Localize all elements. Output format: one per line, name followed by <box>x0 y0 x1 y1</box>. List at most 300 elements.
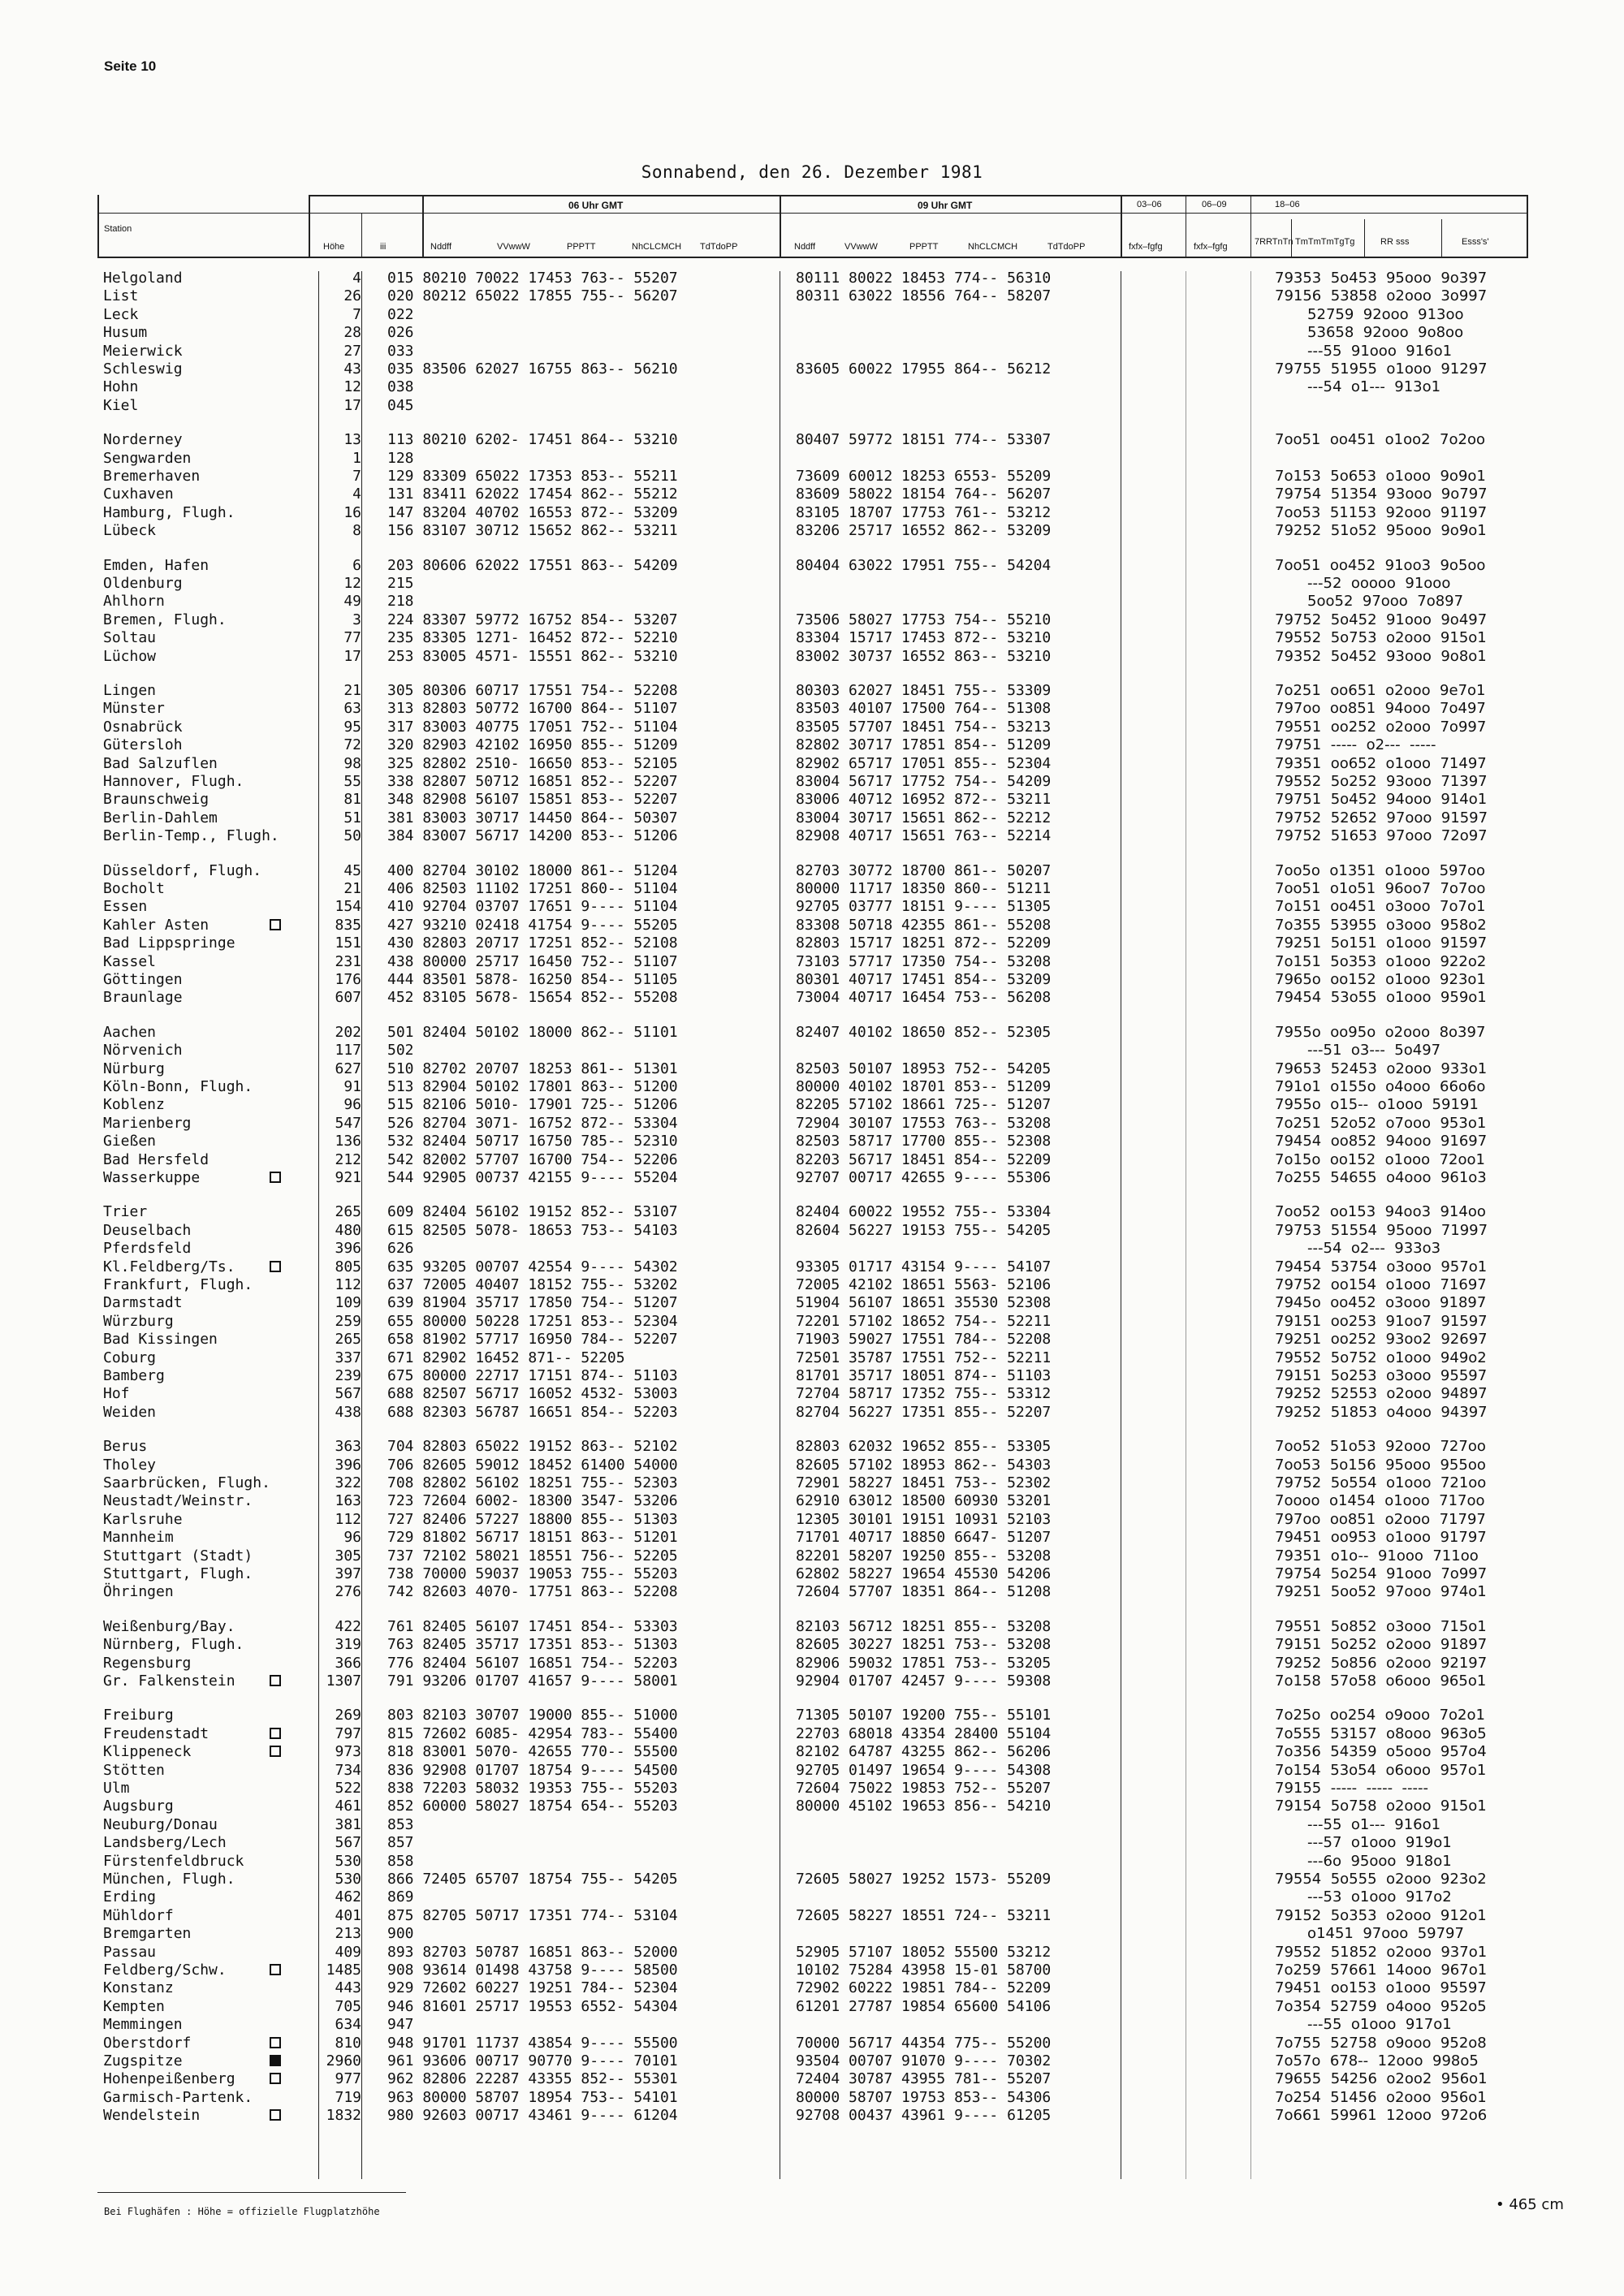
obs-06utc: 156 83107 30712 15652 862-- 53211 <box>387 522 678 540</box>
obs-18-06-summary: 79754 51354 93ooo 9o797 <box>1275 486 1488 503</box>
header-col2-b: VVwwW <box>844 242 878 252</box>
obs-06utc: 639 81904 35717 17850 754-- 51207 <box>387 1294 678 1312</box>
header-col1-d: NhCLCMCH <box>632 242 682 252</box>
header-period-1-sub: fxfx–fgfg <box>1129 242 1163 252</box>
station-height: 96 <box>343 1096 361 1114</box>
obs-06utc: 022 <box>387 305 414 323</box>
station-height: 112 <box>335 1510 361 1528</box>
table-row <box>0 989 1624 1007</box>
station-name: Göttingen <box>103 971 183 988</box>
obs-18-06-summary: ---54 o1--- 913o1 <box>1275 378 1441 396</box>
obs-09utc: 82703 30772 18700 861-- 50207 <box>796 861 1052 879</box>
table-row <box>0 1925 1624 1943</box>
table-row <box>0 1438 1624 1456</box>
station-name: Meierwick <box>103 342 183 360</box>
station-name: Aachen <box>103 1023 157 1041</box>
station-name: Hamburg, Flugh. <box>103 503 235 521</box>
station-height: 396 <box>335 1456 361 1474</box>
station-height: 1307 <box>326 1672 361 1690</box>
table-row <box>0 2089 1624 2107</box>
obs-18-06-summary: 797oo oo851 94ooo 7o497 <box>1275 700 1486 718</box>
station-name: Mühldorf <box>103 1906 174 1924</box>
obs-09utc: 82404 60022 19552 755-- 53304 <box>796 1203 1052 1221</box>
station-name: Konstanz <box>103 1979 174 1997</box>
station-height: 567 <box>335 1385 361 1403</box>
station-height: 401 <box>335 1906 361 1924</box>
station-height: 797 <box>335 1724 361 1742</box>
obs-06utc: 929 72602 60227 19251 784-- 52304 <box>387 1979 678 1997</box>
obs-06utc: 658 81902 57717 16950 784-- 52207 <box>387 1331 678 1349</box>
obs-09utc: 80000 58707 19753 853-- 54306 <box>796 2088 1052 2106</box>
station-name: Bad Salzuflen <box>103 754 218 772</box>
table-row <box>0 1816 1624 1834</box>
obs-06utc: 218 <box>387 593 414 611</box>
table-row <box>0 2052 1624 2070</box>
obs-06utc: 430 82803 20717 17251 852-- 52108 <box>387 934 678 952</box>
station-name: Nürburg <box>103 1060 165 1077</box>
station-height: 627 <box>335 1060 361 1077</box>
station-name: Oldenburg <box>103 575 183 592</box>
obs-06utc: 317 83003 40775 17051 752-- 51104 <box>387 718 678 736</box>
station-height: 530 <box>335 1852 361 1870</box>
high-station-marker-icon <box>270 1261 281 1272</box>
station-height: 461 <box>335 1798 361 1815</box>
obs-06utc: 224 83307 59772 16752 854-- 53207 <box>387 611 678 628</box>
station-height: 45 <box>343 861 361 879</box>
obs-18-06-summary: 7945o oo452 o3ooo 91897 <box>1275 1294 1487 1312</box>
obs-09utc: 72604 57707 18351 864-- 51208 <box>796 1583 1052 1601</box>
station-height: 567 <box>335 1834 361 1852</box>
obs-18-06-summary: 7oo5o o1351 o1ooo 597oo <box>1275 861 1485 879</box>
obs-06utc: 655 80000 50228 17251 853-- 52304 <box>387 1312 678 1330</box>
table-row <box>0 522 1624 540</box>
obs-06utc: 626 <box>387 1240 414 1258</box>
obs-18-06-summary: 79551 5o852 o3ooo 715o1 <box>1275 1617 1487 1635</box>
obs-18-06-summary: 7oo51 o1o51 96oo7 7o7oo <box>1275 880 1486 897</box>
station-name: Lübeck <box>103 522 157 540</box>
table-row <box>0 1349 1624 1367</box>
table-row <box>0 1583 1624 1601</box>
station-height: 973 <box>335 1743 361 1761</box>
obs-06utc: 384 83007 56717 14200 853-- 51206 <box>387 827 678 845</box>
obs-18-06-summary: 79251 oo252 93oo2 92697 <box>1275 1331 1488 1349</box>
obs-09utc: 62802 58227 19654 45530 54206 <box>796 1565 1052 1582</box>
high-station-marker-icon <box>270 1746 281 1757</box>
station-name: Tholey <box>103 1456 157 1474</box>
station-name: Trier <box>103 1203 148 1221</box>
station-name: Sengwarden <box>103 449 192 467</box>
station-name: Wasserkuppe <box>103 1169 201 1186</box>
station-height: 109 <box>335 1294 361 1312</box>
station-name: Freiburg <box>103 1707 174 1724</box>
obs-06utc: 637 72005 40407 18152 755-- 53202 <box>387 1276 678 1293</box>
station-height: 17 <box>343 396 361 414</box>
table-row <box>0 287 1624 305</box>
header-iii: iii <box>380 242 387 252</box>
station-name: Helgoland <box>103 270 183 287</box>
station-name: Memmingen <box>103 2016 183 2034</box>
obs-18-06-summary: ---55 o1--- 916o1 <box>1275 1815 1441 1833</box>
station-name: Gütersloh <box>103 736 183 754</box>
obs-06utc: 325 82802 2510- 16650 853-- 52105 <box>387 754 678 772</box>
table-row <box>0 2016 1624 2034</box>
station-name: Garmisch-Partenk. <box>103 2088 253 2106</box>
station-name: Bremerhaven <box>103 468 201 485</box>
obs-09utc: 92708 00437 43961 9---- 61205 <box>796 2107 1052 2125</box>
obs-09utc: 82407 40102 18650 852-- 52305 <box>796 1023 1052 1041</box>
obs-06utc: 815 72602 6085- 42954 783-- 55400 <box>387 1724 678 1742</box>
station-height: 212 <box>335 1150 361 1168</box>
obs-06utc: 038 <box>387 378 414 396</box>
obs-18-06-summary: 79252 51o52 95ooo 9o9o1 <box>1275 522 1487 540</box>
obs-06utc: 869 <box>387 1888 414 1906</box>
table-row <box>0 611 1624 629</box>
obs-06utc: 836 92908 01707 18754 9---- 54500 <box>387 1761 678 1779</box>
obs-09utc: 72604 75022 19853 752-- 55207 <box>796 1780 1052 1797</box>
station-height: 239 <box>335 1367 361 1384</box>
obs-09utc: 82605 57102 18953 862-- 54303 <box>796 1456 1052 1474</box>
obs-18-06-summary: 7o15o oo152 o1ooo 72oo1 <box>1275 1150 1485 1168</box>
high-station-marker-icon <box>270 1675 281 1686</box>
station-name: Nürnberg, Flugh. <box>103 1636 244 1654</box>
obs-18-06-summary: 7o154 53o54 o6ooo 957o1 <box>1275 1761 1487 1779</box>
station-name: Stuttgart, Flugh. <box>103 1565 253 1582</box>
table-row <box>0 1979 1624 1997</box>
obs-18-06-summary: 7o355 53955 o3ooo 958o2 <box>1275 916 1487 934</box>
obs-09utc: 71305 50107 19200 755-- 55101 <box>796 1707 1052 1724</box>
header-p3-a: 7RRTnTn <box>1255 237 1294 247</box>
obs-06utc: 962 82806 22287 43355 852-- 55301 <box>387 2070 678 2088</box>
station-height: 163 <box>335 1492 361 1510</box>
table-row <box>0 557 1624 575</box>
obs-09utc: 72404 30787 43955 781-- 55207 <box>796 2070 1052 2088</box>
station-height: 607 <box>335 989 361 1007</box>
header-p3-c: RR sss <box>1380 237 1410 247</box>
obs-18-06-summary: 7o259 57661 14ooo 967o1 <box>1275 1962 1488 1979</box>
table-row <box>0 1404 1624 1422</box>
station-height: 547 <box>335 1114 361 1132</box>
obs-06utc: 761 82405 56107 17451 854-- 53303 <box>387 1617 678 1635</box>
obs-18-06-summary: 7oo53 5o156 95ooo 955oo <box>1275 1456 1486 1474</box>
obs-18-06-summary: 79154 5o758 o2ooo 915o1 <box>1275 1798 1487 1815</box>
station-height: 112 <box>335 1276 361 1293</box>
page-number: Seite 10 <box>104 58 157 74</box>
station-name: List <box>103 287 139 305</box>
station-height: 55 <box>343 773 361 790</box>
obs-06utc: 727 82406 57227 18800 855-- 51303 <box>387 1510 678 1528</box>
table-row <box>0 1762 1624 1780</box>
obs-06utc: 510 82702 20707 18253 861-- 51301 <box>387 1060 678 1077</box>
header-col1-b: VVwwW <box>497 242 530 252</box>
station-height: 231 <box>335 952 361 970</box>
obs-06utc: 215 <box>387 575 414 592</box>
table-row <box>0 1331 1624 1349</box>
obs-09utc: 92707 00717 42655 9---- 55306 <box>796 1169 1052 1186</box>
table-row <box>0 1313 1624 1331</box>
station-height: 7 <box>352 305 361 323</box>
table-row <box>0 593 1624 611</box>
station-height: 921 <box>335 1169 361 1186</box>
high-station-marker-icon <box>270 2037 281 2048</box>
table-row <box>0 971 1624 989</box>
obs-18-06-summary: 79152 5o353 o2ooo 912o1 <box>1275 1906 1487 1924</box>
obs-06utc: 791 93206 01707 41657 9---- 58001 <box>387 1672 678 1690</box>
obs-18-06-summary: 79151 5o252 o2ooo 91897 <box>1275 1636 1488 1654</box>
header-col2-d: NhCLCMCH <box>968 242 1018 252</box>
station-height: 530 <box>335 1871 361 1888</box>
table-row <box>0 736 1624 754</box>
obs-18-06-summary: 79751 5o452 94ooo 914o1 <box>1275 791 1488 809</box>
obs-06utc: 893 82703 50787 16851 863-- 52000 <box>387 1943 678 1961</box>
table-row <box>0 953 1624 971</box>
station-height: 151 <box>335 934 361 952</box>
table-row <box>0 486 1624 503</box>
obs-06utc: 526 82704 3071- 16752 872-- 53304 <box>387 1114 678 1132</box>
obs-09utc: 72902 60222 19851 784-- 52209 <box>796 1979 1052 1997</box>
station-name: Stuttgart (Stadt) <box>103 1547 253 1564</box>
obs-18-06-summary: 7o354 52759 o4ooo 952o5 <box>1275 1997 1487 2015</box>
obs-06utc: 235 83305 1271- 16452 872-- 52210 <box>387 629 678 647</box>
table-row <box>0 719 1624 736</box>
header-group-06: 06 Uhr GMT <box>568 200 624 211</box>
table-row <box>0 1294 1624 1312</box>
obs-06utc: 026 <box>387 324 414 342</box>
obs-09utc: 82605 30227 18251 753-- 53208 <box>796 1636 1052 1654</box>
table-row <box>0 827 1624 845</box>
station-height: 734 <box>335 1761 361 1779</box>
obs-06utc: 338 82807 50712 16851 852-- 52207 <box>387 773 678 790</box>
station-name: Deuselbach <box>103 1221 192 1239</box>
obs-06utc: 900 <box>387 1925 414 1943</box>
table-row <box>0 755 1624 773</box>
obs-09utc: 72005 42102 18651 5563- 52106 <box>796 1276 1052 1293</box>
obs-18-06-summary: 79151 5o253 o3ooo 95597 <box>1275 1367 1488 1384</box>
table-row <box>0 1367 1624 1385</box>
obs-06utc: 723 72604 6002- 18300 3547- 53206 <box>387 1492 678 1510</box>
table-row <box>0 1060 1624 1078</box>
obs-06utc: 671 82902 16452 871-- 52205 <box>387 1349 625 1366</box>
obs-18-06-summary: 797oo oo851 o2ooo 71797 <box>1275 1510 1486 1528</box>
table-row <box>0 1672 1624 1690</box>
station-height: 12 <box>343 575 361 592</box>
obs-18-06-summary: 79754 5o254 91ooo 7o997 <box>1275 1565 1488 1582</box>
station-height: 16 <box>343 503 361 521</box>
high-station-marker-icon <box>270 2055 281 2066</box>
station-name: Feldberg/Schw. <box>103 1962 227 1979</box>
station-height: 381 <box>335 1815 361 1833</box>
table-row <box>0 1636 1624 1654</box>
high-station-marker-icon <box>270 1172 281 1183</box>
header-col2-a: Nddff <box>794 242 816 252</box>
obs-06utc: 704 82803 65022 19152 863-- 52102 <box>387 1438 678 1456</box>
station-height: 13 <box>343 431 361 449</box>
obs-06utc: 381 83003 30717 14450 864-- 50307 <box>387 809 678 826</box>
header-hoehe: Höhe <box>323 242 345 252</box>
table-row <box>0 1511 1624 1529</box>
obs-18-06-summary: 79752 51653 97ooo 72o97 <box>1275 827 1488 845</box>
obs-18-06-summary: 79552 5o753 o2ooo 915o1 <box>1275 629 1487 647</box>
station-name: Pferdsfeld <box>103 1240 192 1258</box>
obs-06utc: 706 82605 59012 18452 61400 54000 <box>387 1456 678 1474</box>
station-height: 4 <box>352 486 361 503</box>
table-row <box>0 270 1624 287</box>
station-name: Bad Lippspringe <box>103 934 235 952</box>
station-name: Hannover, Flugh. <box>103 773 244 790</box>
obs-18-06-summary: 7o661 59961 12ooo 972o6 <box>1275 2107 1488 2125</box>
station-name: Bad Hersfeld <box>103 1150 209 1168</box>
station-name: Gießen <box>103 1133 157 1150</box>
obs-09utc: 93305 01717 43154 9---- 54107 <box>796 1258 1052 1275</box>
station-name: Kahler Asten <box>103 916 209 934</box>
obs-09utc: 83308 50718 42355 861-- 55208 <box>796 916 1052 934</box>
station-height: 522 <box>335 1780 361 1797</box>
obs-06utc: 853 <box>387 1815 414 1833</box>
header-col2-c: PPPTT <box>909 242 939 252</box>
station-height: 95 <box>343 718 361 736</box>
table-row <box>0 1457 1624 1474</box>
table-row <box>0 343 1624 360</box>
obs-18-06-summary: 79752 oo154 o1ooo 71697 <box>1275 1276 1487 1293</box>
station-height: 202 <box>335 1023 361 1041</box>
table-row <box>0 360 1624 378</box>
obs-18-06-summary: 7o153 5o653 o1ooo 9o9o1 <box>1275 468 1486 485</box>
obs-09utc: 82704 56227 17351 855-- 52207 <box>796 1403 1052 1421</box>
table-row <box>0 1655 1624 1672</box>
station-height: 443 <box>335 1979 361 1997</box>
station-name: Berus <box>103 1438 148 1456</box>
obs-09utc: 83503 40107 17500 764-- 51308 <box>796 700 1052 718</box>
obs-06utc: 035 83506 62027 16755 863-- 56210 <box>387 360 678 378</box>
station-name: Landsberg/Lech <box>103 1834 227 1852</box>
station-height: 49 <box>343 593 361 611</box>
station-height: 21 <box>343 880 361 897</box>
obs-09utc: 93504 00707 91070 9---- 70302 <box>796 2052 1052 2069</box>
obs-06utc: 858 <box>387 1852 414 1870</box>
station-name: Berlin-Temp., Flugh. <box>103 827 279 845</box>
obs-06utc: 729 81802 56717 18151 863-- 51201 <box>387 1529 678 1547</box>
obs-18-06-summary: 79451 oo953 o1ooo 91797 <box>1275 1529 1487 1547</box>
station-height: 77 <box>343 629 361 647</box>
table-row <box>0 1907 1624 1925</box>
table-row <box>0 682 1624 700</box>
obs-06utc: 253 83005 4571- 15551 862-- 53210 <box>387 647 678 665</box>
station-height: 259 <box>335 1312 361 1330</box>
obs-09utc: 52905 57107 18052 55500 53212 <box>796 1943 1052 1961</box>
station-name: Stötten <box>103 1761 165 1779</box>
station-height: 363 <box>335 1438 361 1456</box>
table-row <box>0 450 1624 468</box>
table-row <box>0 1115 1624 1133</box>
table-row <box>0 1529 1624 1547</box>
station-name: Darmstadt <box>103 1294 183 1312</box>
obs-18-06-summary: o1451 97ooo 59797 <box>1275 1925 1464 1943</box>
obs-09utc: 72901 58227 18451 753-- 52302 <box>796 1474 1052 1491</box>
station-height: 7 <box>352 468 361 485</box>
station-height: 397 <box>335 1565 361 1582</box>
obs-18-06-summary: 7o151 oo451 o3ooo 7o7o1 <box>1275 898 1486 916</box>
obs-18-06-summary: 7o251 52o52 o7ooo 953o1 <box>1275 1114 1487 1132</box>
table-row <box>0 2070 1624 2088</box>
station-name: Saarbrücken, Flugh. <box>103 1474 270 1491</box>
station-name: Lingen <box>103 682 157 699</box>
station-height: 26 <box>343 287 361 305</box>
obs-18-06-summary: 7o254 51456 o2ooo 956o1 <box>1275 2088 1487 2106</box>
footnote: Bei Flughäfen : Höhe = offizielle Flugplatzhöhe <box>104 2206 380 2217</box>
table-row <box>0 1871 1624 1888</box>
station-height: 98 <box>343 754 361 772</box>
obs-18-06-summary: 7o151 5o353 o1ooo 922o2 <box>1275 952 1487 970</box>
obs-18-06-summary: 79752 5o452 91ooo 9o497 <box>1275 611 1488 628</box>
station-height: 51 <box>343 809 361 826</box>
obs-09utc: 92705 01497 19654 9---- 54308 <box>796 1761 1052 1779</box>
table-row <box>0 431 1624 449</box>
station-height: 396 <box>335 1240 361 1258</box>
obs-09utc: 82802 30717 17851 854-- 51209 <box>796 736 1052 754</box>
header-p3-b: TmTmTmTgTg <box>1295 237 1355 247</box>
obs-06utc: 410 92704 03707 17651 9---- 51104 <box>387 898 678 916</box>
obs-18-06-summary: ---53 o1ooo 917o2 <box>1275 1888 1452 1906</box>
obs-06utc: 708 82802 56102 18251 755-- 52303 <box>387 1474 678 1491</box>
obs-09utc: 72605 58227 18551 724-- 53211 <box>796 1906 1052 1924</box>
obs-18-06-summary: 79752 52652 97ooo 91597 <box>1275 809 1488 826</box>
obs-06utc: 688 82303 56787 16651 854-- 52203 <box>387 1403 678 1421</box>
station-height: 4 <box>352 270 361 287</box>
obs-09utc: 80303 62027 18451 755-- 53309 <box>796 682 1052 699</box>
obs-09utc: 83206 25717 16552 862-- 53209 <box>796 522 1052 540</box>
obs-06utc: 203 80606 62022 17551 863-- 54209 <box>387 556 678 574</box>
obs-09utc: 80000 11717 18350 860-- 51211 <box>796 880 1052 897</box>
table-row <box>0 1944 1624 1962</box>
obs-09utc: 82902 65717 17051 855-- 52304 <box>796 754 1052 772</box>
obs-06utc: 542 82002 57707 16700 754-- 52206 <box>387 1150 678 1168</box>
station-height: 17 <box>343 647 361 665</box>
table-row <box>0 1492 1624 1510</box>
obs-18-06-summary: 7oo52 oo153 94oo3 914oo <box>1275 1203 1486 1221</box>
obs-06utc: 857 <box>387 1834 414 1852</box>
table-row <box>0 1240 1624 1258</box>
table-row <box>0 1565 1624 1583</box>
station-name: Weiden <box>103 1403 157 1421</box>
table-row <box>0 1024 1624 1042</box>
obs-09utc: 61201 27787 19854 65600 54106 <box>796 1997 1052 2015</box>
obs-09utc: 72704 58717 17352 755-- 53312 <box>796 1385 1052 1403</box>
obs-06utc: 406 82503 11102 17251 860-- 51104 <box>387 880 678 897</box>
station-height: 269 <box>335 1707 361 1724</box>
station-height: 27 <box>343 342 361 360</box>
station-name: Berlin-Dahlem <box>103 809 218 826</box>
station-height: 8 <box>352 522 361 540</box>
station-name: Bamberg <box>103 1367 165 1384</box>
obs-09utc: 83006 40712 16952 872-- 53211 <box>796 791 1052 809</box>
obs-06utc: 129 83309 65022 17353 853-- 55211 <box>387 468 678 485</box>
station-height: 117 <box>335 1042 361 1060</box>
obs-06utc: 980 92603 00717 43461 9---- 61204 <box>387 2107 678 2125</box>
table-row <box>0 306 1624 324</box>
table-row <box>0 2107 1624 2125</box>
obs-09utc: 92705 03777 18151 9---- 51305 <box>796 898 1052 916</box>
table-row <box>0 1834 1624 1852</box>
station-name: Hohenpeißenberg <box>103 2070 235 2088</box>
station-name: Hohn <box>103 378 139 396</box>
station-height: 50 <box>343 827 361 845</box>
station-name: Erding <box>103 1888 157 1906</box>
obs-18-06-summary: 79252 52553 o2ooo 94897 <box>1275 1385 1488 1403</box>
table-row <box>0 809 1624 827</box>
obs-06utc: 818 83001 5070- 42655 770-- 55500 <box>387 1743 678 1761</box>
handwritten-note: • 465 cm <box>1496 2196 1564 2213</box>
table-row <box>0 1096 1624 1114</box>
station-name: Mannheim <box>103 1529 174 1547</box>
